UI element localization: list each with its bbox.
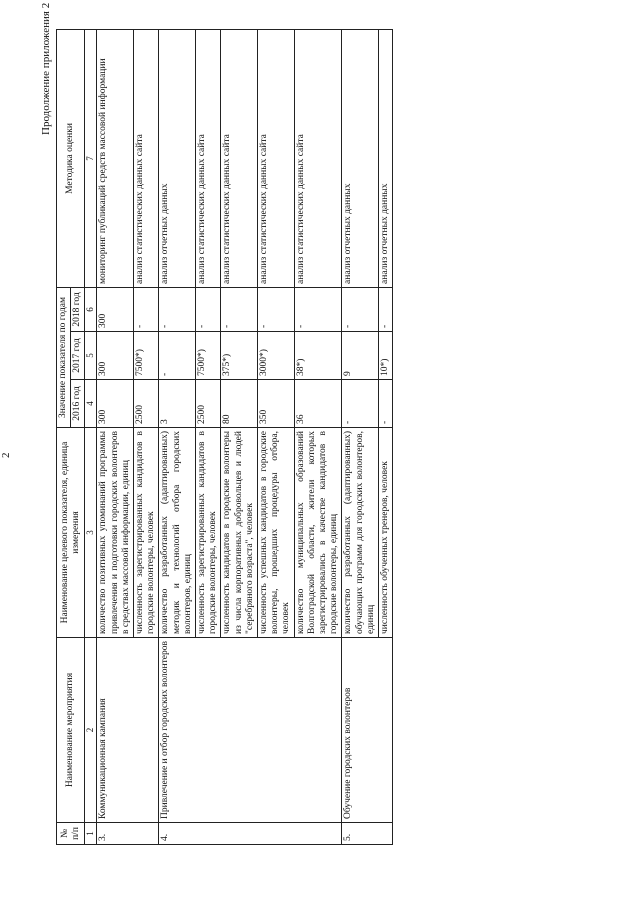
row-indicator: численность зарегистрированных кандидатов в городские волонтеры, человек	[196, 428, 221, 638]
row-2018: -	[294, 287, 342, 331]
row-2018: -	[258, 287, 295, 331]
row-indicator: численность кандидатов в городские волонтеры из числа корпоративных добровольцев и людей "серебряного возраста", человек	[221, 428, 258, 638]
row-event: Обучение городских волонтеров	[342, 638, 393, 823]
row-indicator: количество разработанных (адаптированных) обучающих программ для городских волонтеров, единиц	[342, 428, 379, 638]
row-2017: 10*)	[379, 332, 393, 380]
page-number	[0, 0, 18, 905]
row-method: анализ отчетных данных	[159, 29, 196, 287]
header-2017: 2017 год	[71, 332, 85, 380]
row-method: анализ отчетных данных	[342, 29, 379, 287]
row-num: 5.	[342, 823, 393, 845]
row-2016: 36	[294, 380, 342, 428]
header-event: Наименование мероприятия	[57, 638, 85, 823]
row-method: анализ статистических данных сайта	[196, 29, 221, 287]
row-2017: 300	[97, 332, 134, 380]
col-num: 5	[85, 332, 97, 380]
row-2016: 2500	[134, 380, 159, 428]
row-num: 4.	[159, 823, 342, 845]
row-2018: -	[342, 287, 379, 331]
col-num: 2	[85, 638, 97, 823]
header-2018: 2018 год	[71, 287, 85, 331]
row-2016: 80	[221, 380, 258, 428]
row-2018: -	[221, 287, 258, 331]
col-num: 3	[85, 428, 97, 638]
header-method: Методика оценки	[57, 29, 85, 287]
header-2016: 2016 год	[71, 380, 85, 428]
continuation-label: Продолжение приложения 2	[40, 2, 52, 135]
row-indicator: численность успешных кандидатов в городские волонтеры, прошедших процедуры отбора, человек	[258, 428, 295, 638]
row-2016: 300	[97, 380, 134, 428]
row-2017: 7500*)	[196, 332, 221, 380]
row-event: Коммуникационная кампания	[97, 638, 159, 823]
row-2017: 9	[342, 332, 379, 380]
row-2018: -	[379, 287, 393, 331]
row-method: мониторинг публикаций средств массовой информации	[97, 29, 134, 287]
row-indicator: количество разработанных (адаптированных) методик и технологий отбора городских волонтеров, единиц	[159, 428, 196, 638]
row-indicator: количество позитивных упоминаний программы привлечения и подготовки городских волонтеров в средствах массовой информации, единиц	[97, 428, 134, 638]
row-2017: 7500*)	[134, 332, 159, 380]
header-values: Значение показателя по годам	[57, 287, 71, 427]
col-num: 7	[85, 29, 97, 287]
row-2016: 2500	[196, 380, 221, 428]
row-2018: 300	[97, 287, 134, 331]
col-num: 1	[85, 823, 97, 845]
page-number-text: 2	[0, 452, 12, 458]
row-2018: -	[134, 287, 159, 331]
row-indicator: численность обученных тренеров, человек	[379, 428, 393, 638]
header-indicator: Наименование целевого показателя, единица измерения	[57, 428, 85, 638]
row-indicator: количество муниципальных образований Волгоградской области, жители которых зарегистрировались в качестве кандидатов в городские волонтеры, единиц	[294, 428, 342, 638]
row-2016: 3	[159, 380, 196, 428]
row-event: Привлечение и отбор городских волонтеров	[159, 638, 342, 823]
row-2016: -	[342, 380, 379, 428]
row-method: анализ отчетных данных	[379, 29, 393, 287]
col-num: 4	[85, 380, 97, 428]
row-2017: 3000*)	[258, 332, 295, 380]
col-num: 6	[85, 287, 97, 331]
column-numbers-row	[85, 29, 97, 844]
table-row	[159, 29, 196, 844]
table-row	[342, 29, 379, 844]
row-2018: -	[196, 287, 221, 331]
row-2017: 375*)	[221, 332, 258, 380]
row-2016: -	[379, 380, 393, 428]
row-2018: -	[159, 287, 196, 331]
row-num: 3.	[97, 823, 159, 845]
table-row	[97, 29, 134, 844]
header-num: № п/п	[57, 823, 85, 845]
row-2016: 350	[258, 380, 295, 428]
row-method: анализ статистических данных сайта	[294, 29, 342, 287]
indicators-table	[56, 29, 393, 845]
row-method: анализ статистических данных сайта	[221, 29, 258, 287]
row-2017: 38*)	[294, 332, 342, 380]
header-row	[57, 29, 71, 844]
row-method: анализ статистических данных сайта	[258, 29, 295, 287]
row-2017: -	[159, 332, 196, 380]
row-method: анализ статистических данных сайта	[134, 29, 159, 287]
row-indicator: численность зарегистрированных кандидатов в городские волонтеры, человек	[134, 428, 159, 638]
